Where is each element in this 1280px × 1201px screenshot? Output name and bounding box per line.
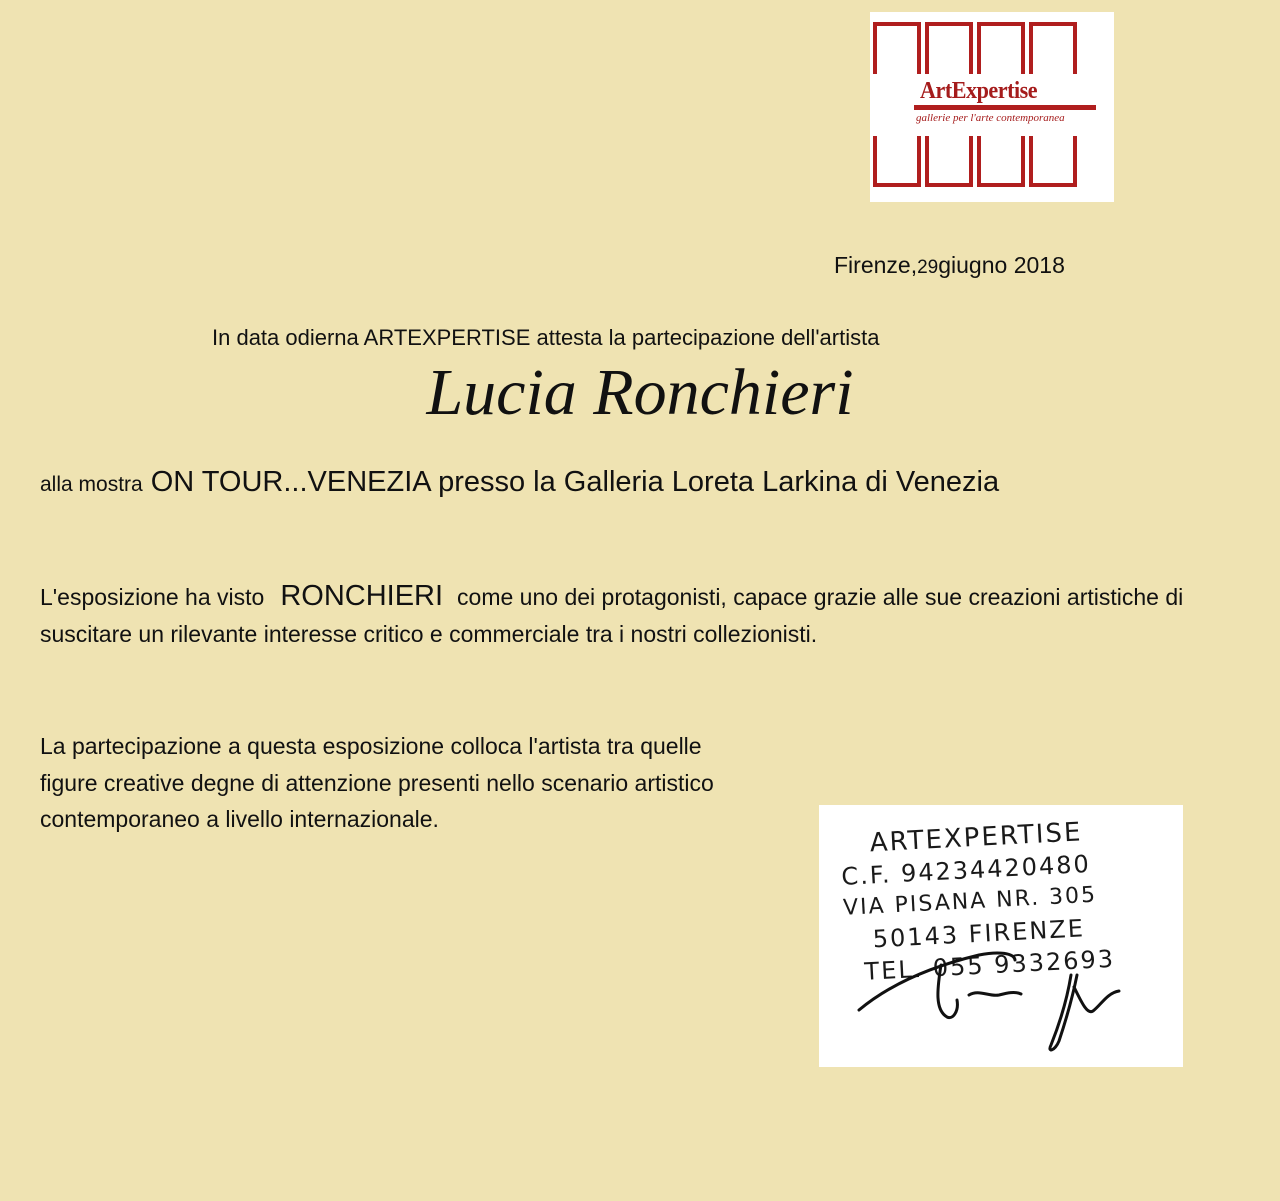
date-line — [834, 252, 1065, 279]
logo-name: ArtExpertise — [920, 78, 1038, 104]
handwritten-signature — [819, 805, 1183, 1067]
stamp-line-tax-code: C.F. 94234420480 — [840, 849, 1092, 891]
exhibition-title: ON TOUR...VENEZIA presso la Galleria Loreta Larkina di Venezia — [150, 466, 1000, 498]
paragraph1-after: come uno dei protagonisti, capace grazie alle sue creazioni artistiche di suscitare un rilevante interesse critico e commerciale tra i nostri collezionisti. — [40, 584, 1184, 647]
stamp-line-company: ARTEXPERTISE — [869, 817, 1084, 859]
artexpertise-logo — [870, 12, 1114, 202]
paragraph1-before: L'esposizione ha visto — [40, 584, 265, 610]
exhibition-prefix: alla mostra — [40, 473, 143, 496]
logo-tagline: gallerie per l'arte contemporanea — [916, 112, 1065, 124]
logo-frame-graphic — [870, 12, 1114, 202]
date-day: 29 — [917, 257, 939, 278]
paragraph-exhibition-review — [40, 578, 1270, 653]
artist-name: Lucia Ronchieri — [426, 356, 854, 429]
exhibition-line — [40, 466, 999, 499]
company-stamp — [819, 805, 1183, 1067]
paragraph-recognition: La partecipazione a questa esposizione colloca l'artista tra quelle figure creative degne di attenzione presenti nello scenario artistico contemporaneo a livello internazionale. — [40, 733, 714, 832]
paragraph1-artist-name: RONCHIERI — [280, 580, 444, 612]
stamp-line-city: 50143 FIRENZE — [872, 914, 1086, 954]
date-city: Firenze, — [834, 252, 918, 278]
stamp-line-phone: TEL. 055 9332693 — [863, 944, 1116, 986]
intro-line: In data odierna ARTEXPERTISE attesta la partecipazione dell'artista — [212, 325, 880, 350]
stamp-line-address: VIA PISANA NR. 305 — [842, 882, 1098, 921]
date-month-year: giugno 2018 — [938, 252, 1065, 278]
